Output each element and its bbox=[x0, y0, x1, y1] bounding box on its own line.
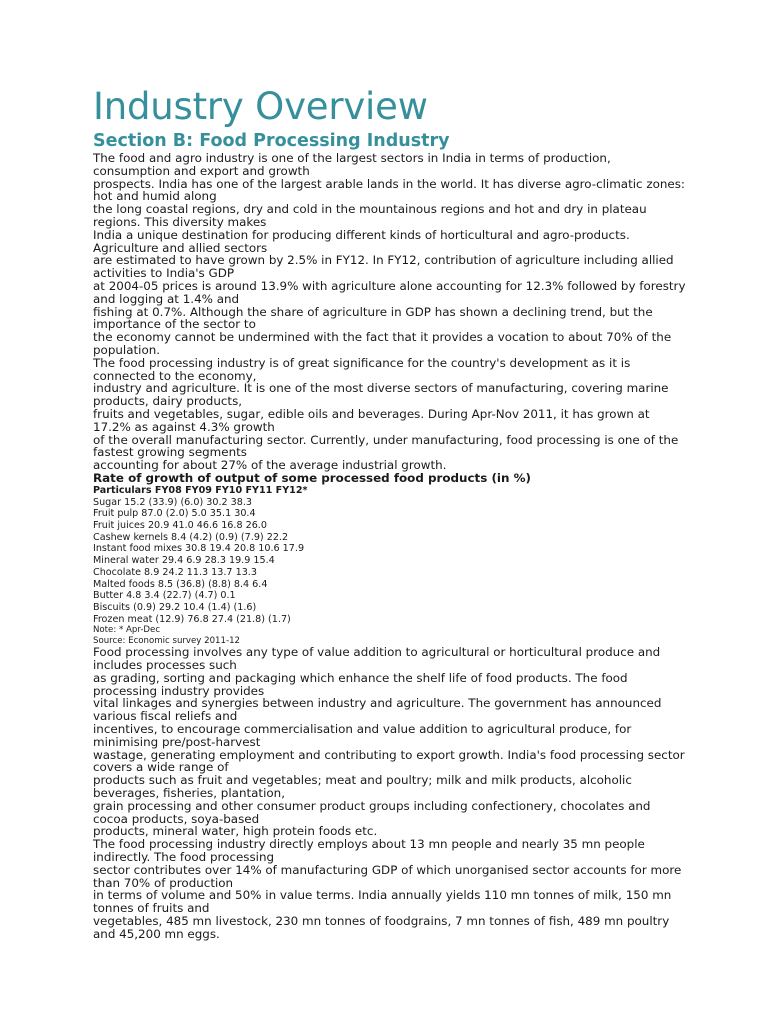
text-line: products such as fruit and vegetables; meat and poultry; milk and milk products, alcoholic bbox=[93, 773, 632, 788]
text-line: at 2004-05 prices is around 13.9% with agriculture alone accounting for 12.3% followed by forestry bbox=[93, 278, 686, 293]
text-line: The food processing industry is of great significance for the country's development as it is bbox=[93, 355, 631, 370]
text-line: minimising pre/post-harvest bbox=[93, 734, 261, 749]
text-line: fruits and vegetables, sugar, edible oils and beverages. During Apr-Nov 2011, it has grown at bbox=[93, 406, 650, 421]
text-line: accounting for about 27% of the average industrial growth. bbox=[93, 458, 447, 473]
text-line: regions. This diversity makes bbox=[93, 214, 267, 229]
text-line: and logging at 1.4% and bbox=[93, 291, 240, 306]
text-line: fishing at 0.7%. Although the share of agriculture in GDP has shown a declining trend, but the bbox=[93, 304, 653, 319]
text-line: prospects. India has one of the largest arable lands in the world. It has diverse agro-climatic zones: bbox=[93, 176, 685, 191]
text-line: consumption and export and growth bbox=[93, 163, 310, 178]
text-line: importance of the sector to bbox=[93, 317, 256, 332]
text-line: fastest growing segments bbox=[93, 445, 247, 460]
text-line: incentives, to encourage commercialisation and value addition to agricultural produce, for bbox=[93, 721, 632, 736]
text-line: products, dairy products, bbox=[93, 394, 243, 409]
table-source: Source: Economic survey 2011-12 bbox=[93, 635, 241, 646]
document-page bbox=[93, 84, 713, 941]
table-row: Frozen meat (12.9) 76.8 27.4 (21.8) (1.7) bbox=[93, 613, 291, 625]
text-line: various fiscal reliefs and bbox=[93, 709, 238, 724]
text-line: grain processing and other consumer product groups including confectionery, chocolates and bbox=[93, 798, 651, 813]
text-line: Agriculture and allied sectors bbox=[93, 240, 268, 255]
text-line: and 45,200 mn eggs. bbox=[93, 926, 220, 941]
text-line: vegetables, 485 mn livestock, 230 mn tonnes of foodgrains, 7 mn tonnes of fish, 489 mn poultry bbox=[93, 913, 670, 928]
table-body bbox=[93, 497, 713, 626]
text-line: hot and humid along bbox=[93, 189, 217, 204]
text-line: Food processing involves any type of value addition to agricultural or horticultural produce and bbox=[93, 645, 661, 660]
table-row: Mineral water 29.4 6.9 28.3 19.9 15.4 bbox=[93, 555, 275, 567]
text-line: as grading, sorting and packaging which enhance the shelf life of food products. The food bbox=[93, 670, 628, 685]
text-line: activities to India's GDP bbox=[93, 266, 235, 281]
text-line: products, mineral water, high protein foods etc. bbox=[93, 824, 378, 839]
text-line: population. bbox=[93, 342, 161, 357]
text-line: cocoa products, soya-based bbox=[93, 811, 260, 826]
table-heading: Rate of growth of output of some processed food products (in %) bbox=[93, 470, 531, 485]
text-line: connected to the economy, bbox=[93, 368, 257, 383]
table-row: Biscuits (0.9) 29.2 10.4 (1.4) (1.6) bbox=[93, 601, 257, 613]
text-line: sector contributes over 14% of manufacturing GDP of which unorganised sector accounts for more bbox=[93, 862, 682, 877]
table-row: Sugar 15.2 (33.9) (6.0) 30.2 38.3 bbox=[93, 496, 253, 508]
text-line: wastage, generating employment and contributing to export growth. India's food processing sector bbox=[93, 747, 685, 762]
text-line: processing industry provides bbox=[93, 683, 265, 698]
text-line: The food and agro industry is one of the largest sectors in India in terms of production, bbox=[93, 151, 611, 165]
growth-table bbox=[93, 472, 713, 646]
table-row: Chocolate 8.9 24.2 11.3 13.7 13.3 bbox=[93, 566, 257, 578]
text-line: are estimated to have grown by 2.5% in FY12. In FY12, contribution of agriculture including allied bbox=[93, 253, 674, 268]
food-processing-paragraph bbox=[93, 646, 713, 940]
page-title: Industry Overview bbox=[93, 85, 428, 128]
section-heading: Section B: Food Processing Industry bbox=[93, 131, 450, 151]
text-line: 17.2% as against 4.3% growth bbox=[93, 419, 275, 434]
table-row: Butter 4.8 3.4 (22.7) (4.7) 0.1 bbox=[93, 590, 236, 602]
text-line: the economy cannot be undermined with the fact that it provides a vocation to about 70% of the bbox=[93, 330, 672, 345]
table-header-row: Particulars FY08 FY09 FY10 FY11 FY12* bbox=[93, 484, 308, 496]
table-row: Fruit pulp 87.0 (2.0) 5.0 35.1 30.4 bbox=[93, 508, 256, 520]
text-line: vital linkages and synergies between industry and agriculture. The government has announced bbox=[93, 696, 662, 711]
text-line: the long coastal regions, dry and cold in the mountainous regions and hot and dry in plateau bbox=[93, 202, 647, 217]
text-line: tonnes of fruits and bbox=[93, 901, 210, 916]
text-line: covers a wide range of bbox=[93, 760, 229, 775]
table-note: Note: * Apr-Dec bbox=[93, 625, 161, 636]
table-row: Cashew kernels 8.4 (4.2) (0.9) (7.9) 22.2 bbox=[93, 531, 289, 543]
table-row: Instant food mixes 30.8 19.4 20.8 10.6 17.9 bbox=[93, 543, 305, 555]
text-line: industry and agriculture. It is one of the most diverse sectors of manufacturing, covering marine bbox=[93, 381, 669, 396]
text-line: includes processes such bbox=[93, 657, 237, 672]
text-line: beverages, fisheries, plantation, bbox=[93, 785, 285, 800]
text-line: India a unique destination for producing different kinds of horticultural and agro-products. bbox=[93, 227, 630, 242]
table-row: Malted foods 8.5 (36.8) (8.8) 8.4 6.4 bbox=[93, 578, 268, 590]
text-line: indirectly. The food processing bbox=[93, 849, 275, 864]
text-line: The food processing industry directly employs about 13 mn people and nearly 35 mn people bbox=[93, 837, 645, 852]
intro-paragraph bbox=[93, 152, 713, 472]
text-line: in terms of volume and 50% in value terms. India annually yields 110 mn tonnes of milk, 150 mn bbox=[93, 888, 672, 903]
text-line: of the overall manufacturing sector. Currently, under manufacturing, food processing is one of the bbox=[93, 432, 679, 447]
text-line: than 70% of production bbox=[93, 875, 234, 890]
table-row: Fruit juices 20.9 41.0 46.6 16.8 26.0 bbox=[93, 520, 267, 532]
